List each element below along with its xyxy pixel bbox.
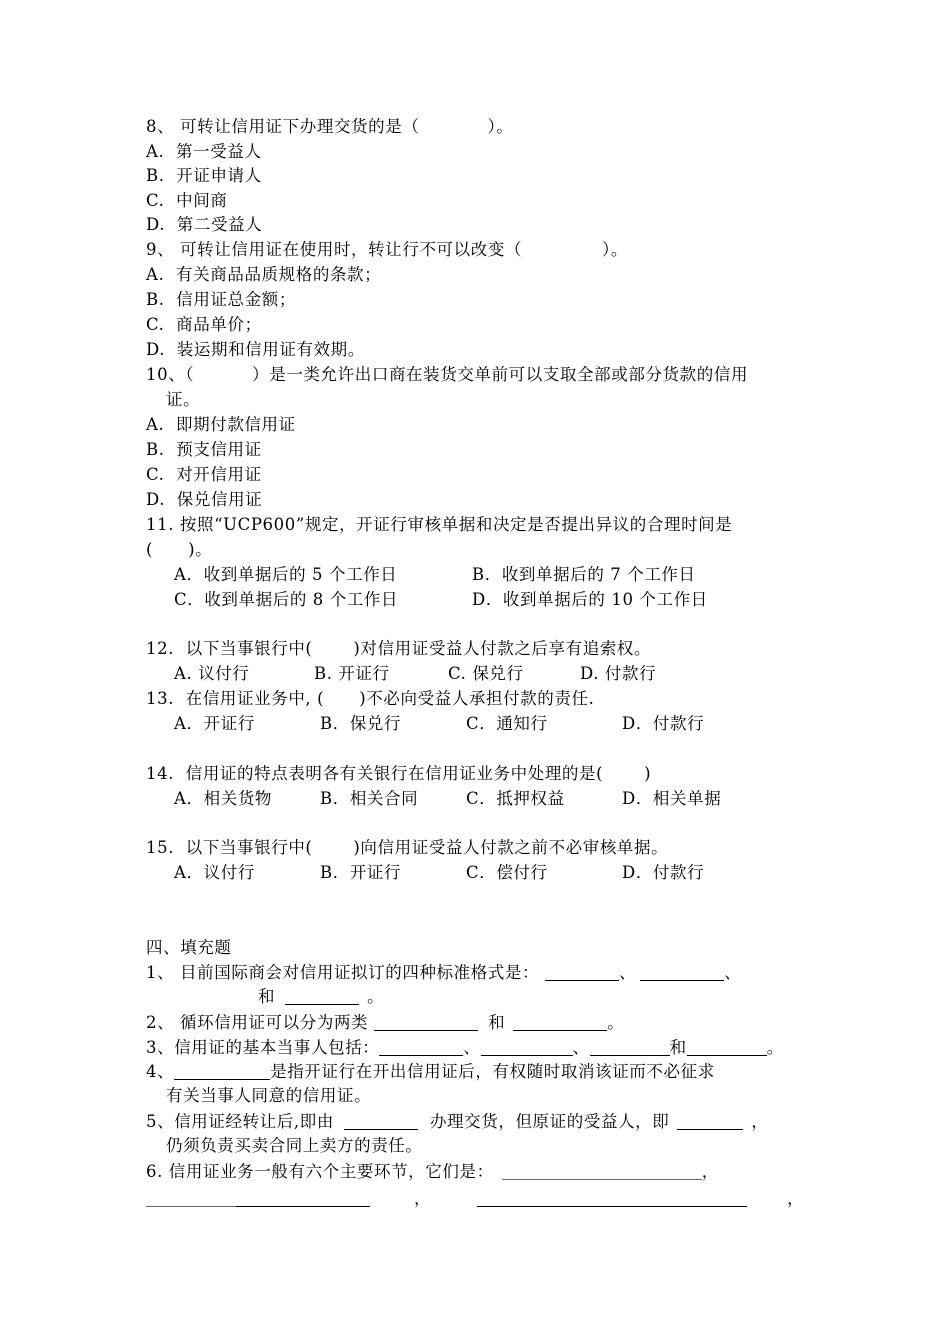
fill-6-line: 6. 信用证业务一般有六个主要环节，它们是： ，: [146, 1162, 719, 1181]
fill-2-line: 2、 循环信用证可以分为两类 和 。: [146, 1013, 625, 1032]
question-10-stem-cont: 证。: [166, 390, 201, 409]
q15-option-a: A．议付行: [174, 863, 255, 882]
question-8-stem: 8、 可转让信用证下办理交货的是（ ）。: [146, 117, 514, 136]
q8-option-c: C. 中间商: [146, 191, 228, 210]
fill-5-blank-2[interactable]: [677, 1113, 743, 1130]
q14-option-b: B．相关合同: [320, 789, 419, 808]
question-12-stem: 12. 以下当事银行中( )对信用证受益人付款之后享有追索权。: [146, 639, 652, 658]
fill-1-line: 1、 目前国际商会对信用证拟订的四种标准格式是： 、 、: [146, 963, 742, 982]
fill-1-blank-2[interactable]: [640, 964, 724, 981]
q13-option-b: B．保兑行: [320, 714, 402, 733]
q13-option-a: A．开证行: [174, 714, 255, 733]
question-13-stem: 13. 在信用证业务中, ( )不必向受益人承担付款的责任.: [146, 689, 595, 708]
q13-option-c: C．通知行: [466, 714, 548, 733]
q11-option-c: C．收到单据后的 8 个工作日: [174, 590, 399, 609]
question-10-stem: 10、（ ）是一类允许出口商在装货交单前可以支取全部或部分货款的信用: [146, 365, 749, 384]
q8-option-a: A. 第一受益人: [146, 142, 262, 161]
q11-option-b: B．收到单据后的 7 个工作日: [472, 565, 696, 584]
q10-option-c: C. 对开信用证: [146, 465, 262, 484]
q9-option-c: C. 商品单价；: [146, 315, 262, 334]
fill-3-blank-4[interactable]: [687, 1039, 767, 1056]
question-15-stem: 15. 以下当事银行中( )向信用证受益人付款之前不必审核单据。: [146, 838, 669, 857]
fill-3-blank-2[interactable]: [481, 1039, 573, 1056]
q14-option-d: D．相关单据: [622, 789, 722, 808]
fill-4-line: 4、 是指开证行在开出信用证后，有权随时取消该证而不必征求: [146, 1062, 715, 1081]
q10-option-d: D. 保兑信用证: [146, 490, 263, 509]
q12-option-c: C. 保兑行: [448, 664, 524, 683]
fill-1-blank-3[interactable]: [285, 988, 359, 1005]
q15-option-b: B．开证行: [320, 863, 402, 882]
fill-1-line-cont: 和 。: [258, 987, 385, 1006]
q12-option-d: D. 付款行: [580, 664, 657, 683]
fill-4-line-cont: 有关当事人同意的信用证。: [166, 1086, 372, 1105]
fill-5-line-cont: 仍须负责买卖合同上卖方的责任。: [166, 1136, 423, 1155]
fill-2-blank-2[interactable]: [513, 1014, 607, 1031]
q9-option-a: A. 有关商品品质规格的条款；: [146, 265, 382, 284]
q15-option-c: C．偿付行: [466, 863, 548, 882]
q9-option-b: B. 信用证总金额；: [146, 290, 296, 309]
q14-option-c: C．抵押权益: [466, 789, 565, 808]
question-11-stem-cont: ( )。: [146, 540, 213, 559]
fill-3-blank-3[interactable]: [590, 1039, 670, 1056]
fill-3-blank-1[interactable]: [379, 1039, 463, 1056]
question-14-stem: 14. 信用证的特点表明各有关银行在信用证业务中处理的是( ): [146, 764, 652, 783]
question-9-stem: 9、 可转让信用证在使用时，转让行不可以改变（ ）。: [146, 240, 628, 259]
q12-option-b: B. 开证行: [314, 664, 390, 683]
q10-option-b: B. 预支信用证: [146, 440, 262, 459]
fill-1-blank-1[interactable]: [545, 964, 619, 981]
fill-3-line: 3、信用证的基本当事人包括： 、 、 和 。: [146, 1038, 784, 1057]
q13-option-d: D．付款行: [622, 714, 705, 733]
fill-6-blank-1[interactable]: [502, 1163, 702, 1180]
fill-6-line-cont: ， ，: [146, 1188, 804, 1210]
fill-4-blank-1[interactable]: [174, 1063, 270, 1080]
fill-2-blank-1[interactable]: [374, 1014, 478, 1031]
fill-5-blank-1[interactable]: [344, 1113, 418, 1130]
fill-6-blank-2b[interactable]: [236, 1190, 370, 1207]
q8-option-d: D. 第二受益人: [146, 215, 263, 234]
q15-option-d: D．付款行: [622, 863, 705, 882]
q14-option-a: A．相关货物: [174, 789, 273, 808]
q10-option-a: A. 即期付款信用证: [146, 415, 296, 434]
q8-option-b: B. 开证申请人: [146, 166, 262, 185]
q11-option-a: A．收到单据后的 5 个工作日: [174, 565, 398, 584]
fill-5-line: 5、信用证经转让后,即由 办理交货，但原证的受益人，即 ，: [146, 1112, 769, 1131]
q11-option-d: D．收到单据后的 10 个工作日: [472, 590, 708, 609]
fill-6-blank-2a[interactable]: [146, 1190, 236, 1207]
section-4-title: 四、填充题: [146, 938, 232, 957]
fill-6-blank-3[interactable]: [477, 1190, 747, 1207]
q9-option-d: D. 装运期和信用证有效期。: [146, 340, 365, 359]
q12-option-a: A. 议付行: [174, 664, 250, 683]
question-11-stem: 11. 按照“UCP600”规定，开证行审核单据和决定是否提出异议的合理时间是: [146, 515, 733, 534]
